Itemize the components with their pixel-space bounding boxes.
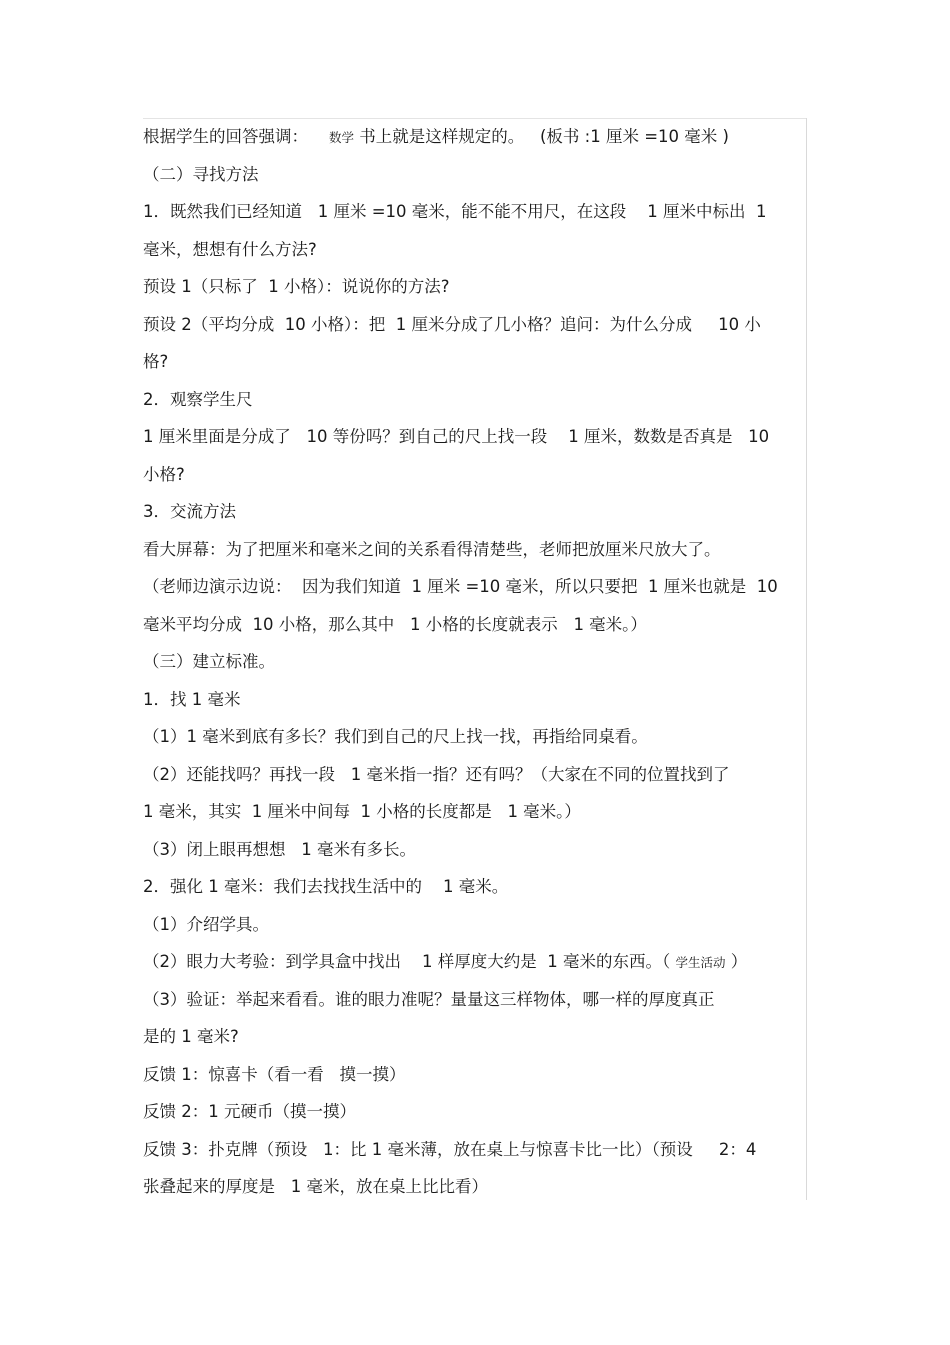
text-line [143, 156, 811, 194]
text-line [143, 643, 811, 681]
text-segment: 格? [143, 352, 169, 371]
text-segment: ） [725, 952, 748, 971]
text-line [143, 718, 811, 756]
text-segment: 预设 2（平均分成 10 小格）：把 1 厘米分成了几小格？追问：为什么分成 10 小 [143, 314, 761, 334]
text-segment: 反馈 2：1 元硬币（摸一摸） [143, 1102, 356, 1121]
text-line [143, 231, 811, 269]
text-segment: 1 厘米里面是分成了 10 等份吗？到自己的尺上找一段 1 厘米，数数是否真是 10 [143, 427, 770, 446]
text-line [143, 1018, 811, 1056]
text-segment: 反馈 3：扑克牌（预设 1：比 1 毫米薄，放在桌上与惊喜卡比一比）（预设 2：4 [143, 1139, 757, 1159]
text-line [143, 868, 811, 906]
text-segment: 根据学生的回答强调： [143, 127, 329, 146]
text-line [143, 943, 811, 981]
inline-small-note: 学生活动 [675, 955, 726, 970]
text-line [143, 756, 811, 794]
text-line [143, 118, 811, 156]
text-segment: 小格? [143, 464, 185, 484]
text-segment: 毫米，想想有什么方法? [143, 239, 317, 259]
text-segment: （老师边演示边说： 因为我们知道 1 厘米 =10 毫米，所以只要把 1 厘米也就是 10 [143, 577, 778, 596]
text-line [143, 568, 811, 606]
text-segment: 反馈 1：惊喜卡（看一看 摸一摸） [143, 1064, 406, 1084]
text-line [143, 418, 811, 456]
text-line [143, 268, 811, 306]
text-line [143, 456, 811, 494]
document-body [143, 118, 811, 1206]
text-segment: 书上就是这样规定的。 (板书 :1 厘米 =10 毫米 ) [354, 127, 729, 146]
text-segment: （2）眼力大考验：到学具盒中找出 1 样厚度大约是 1 毫米的东西。（ [143, 952, 676, 971]
text-segment: 张叠起来的厚度是 1 毫米，放在桌上比比看） [143, 1177, 488, 1196]
text-line [143, 193, 811, 231]
text-segment: （3）验证：举起来看看。谁的眼力准呢？量量这三样物体，哪一样的厚度真正 [143, 989, 715, 1009]
text-segment: （2）还能找吗？再找一段 1 毫米指一指？还有吗？（大家在不同的位置找到了 [143, 764, 730, 784]
text-segment: 1 毫米，其实 1 厘米中间每 1 小格的长度都是 1 毫米。） [143, 802, 581, 821]
text-segment: （三）建立标准。 [143, 652, 275, 671]
text-segment: （1）介绍学具。 [143, 914, 269, 934]
text-segment: 3．交流方法 [143, 502, 236, 521]
text-line [143, 1131, 811, 1169]
text-line [143, 306, 811, 344]
text-segment: 2．观察学生尺 [143, 389, 253, 409]
text-line [143, 831, 811, 869]
text-line [143, 793, 811, 831]
text-segment: （二）寻找方法 [143, 164, 259, 184]
text-segment: 看大屏幕：为了把厘米和毫米之间的关系看得清楚些，老师把放厘米尺放大了。 [143, 539, 721, 559]
text-segment: 1．找 1 毫米 [143, 689, 241, 709]
text-line [143, 343, 811, 381]
text-segment: 2．强化 1 毫米：我们去找找生活中的 1 毫米。 [143, 877, 509, 896]
text-line [143, 531, 811, 569]
text-line [143, 381, 811, 419]
text-segment: 是的 1 毫米? [143, 1027, 239, 1046]
text-line [143, 981, 811, 1019]
text-line [143, 1093, 811, 1131]
text-segment: 毫米平均分成 10 小格，那么其中 1 小格的长度就表示 1 毫米。） [143, 614, 647, 634]
text-line [143, 906, 811, 944]
text-line [143, 606, 811, 644]
text-line [143, 1168, 811, 1206]
text-segment: 预设 1（只标了 1 小格）：说说你的方法? [143, 277, 450, 296]
text-line [143, 681, 811, 719]
text-segment: 1．既然我们已经知道 1 厘米 =10 毫米，能不能不用尺，在这段 1 厘米中标出 1 [143, 202, 767, 221]
text-segment: （1）1 毫米到底有多长？我们到自己的尺上找一找，再指给同桌看。 [143, 727, 648, 746]
text-line [143, 1056, 811, 1094]
text-segment: （3）闭上眼再想想 1 毫米有多长。 [143, 839, 416, 859]
inline-small-note: 数学 [328, 130, 354, 145]
text-line [143, 493, 811, 531]
